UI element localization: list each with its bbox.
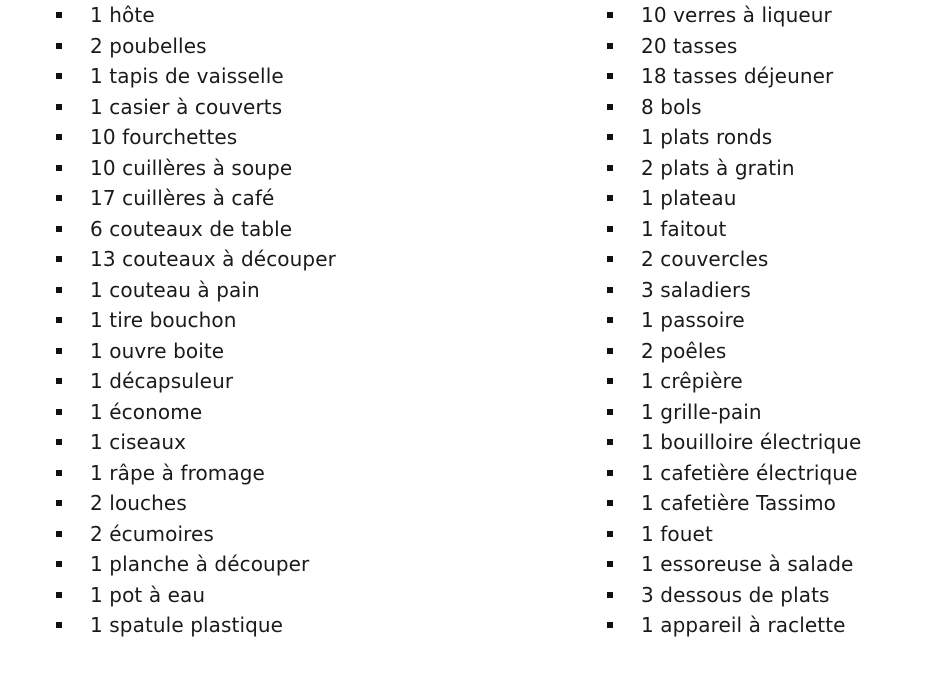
square-bullet-icon	[607, 348, 613, 354]
list-item	[607, 488, 861, 519]
square-bullet-icon	[56, 134, 62, 140]
list-item	[56, 580, 336, 611]
square-bullet-icon	[607, 622, 613, 628]
list-item	[56, 31, 336, 62]
list-item	[607, 31, 861, 62]
square-bullet-icon	[607, 561, 613, 567]
square-bullet-icon	[607, 378, 613, 384]
item-label: 1 bouilloire électrique	[641, 430, 862, 454]
item-label: 13 couteaux à découper	[90, 247, 336, 271]
square-bullet-icon	[56, 104, 62, 110]
list-item	[607, 427, 861, 458]
item-label: 1 cafetière Tassimo	[641, 491, 837, 515]
item-label: 1 essoreuse à salade	[641, 552, 854, 576]
item-label: 1 spatule plastique	[90, 613, 284, 637]
list-item	[607, 183, 861, 214]
item-label: 1 pot à eau	[90, 582, 206, 607]
item-label: 6 couteaux de table	[90, 216, 293, 241]
list-item	[56, 488, 336, 519]
square-bullet-icon	[607, 73, 613, 79]
square-bullet-icon	[56, 409, 62, 415]
list-item	[607, 366, 861, 397]
list-item	[56, 305, 336, 336]
item-label: 1 faitout	[641, 216, 727, 241]
item-label: 1 ouvre boite	[90, 338, 225, 363]
list-item	[56, 519, 336, 550]
square-bullet-icon	[607, 409, 613, 415]
list-item	[607, 92, 861, 123]
square-bullet-icon	[607, 470, 613, 476]
item-label: 1 plats ronds	[641, 125, 773, 149]
square-bullet-icon	[56, 378, 62, 384]
item-label: 1 planche à découper	[90, 552, 310, 576]
list-item	[56, 458, 336, 489]
item-label: 1 tire bouchon	[90, 308, 237, 332]
list-item	[607, 580, 861, 611]
list-item	[56, 183, 336, 214]
list-item	[607, 214, 861, 245]
item-label: 17 cuillères à café	[90, 186, 275, 210]
square-bullet-icon	[607, 226, 613, 232]
list-item	[607, 0, 861, 31]
item-label: 1 tapis de vaisselle	[90, 64, 284, 88]
square-bullet-icon	[607, 195, 613, 201]
square-bullet-icon	[56, 256, 62, 262]
item-label: 1 casier à couverts	[90, 94, 283, 119]
item-label: 20 tasses	[641, 33, 738, 58]
list-item	[56, 275, 336, 306]
square-bullet-icon	[56, 500, 62, 506]
list-item	[56, 336, 336, 367]
item-label: 2 poubelles	[90, 33, 207, 58]
list-item	[56, 92, 336, 123]
list-item	[607, 458, 861, 489]
square-bullet-icon	[56, 561, 62, 567]
square-bullet-icon	[56, 195, 62, 201]
square-bullet-icon	[56, 12, 62, 18]
square-bullet-icon	[56, 439, 62, 445]
item-label: 1 décapsuleur	[90, 369, 234, 393]
square-bullet-icon	[607, 500, 613, 506]
list-item	[56, 0, 336, 31]
list-item	[56, 244, 336, 275]
item-label: 1 ciseaux	[90, 430, 187, 454]
square-bullet-icon	[607, 531, 613, 537]
list-item	[607, 519, 861, 550]
item-label: 10 fourchettes	[90, 125, 238, 149]
item-label: 2 écumoires	[90, 521, 214, 546]
item-label: 3 saladiers	[641, 277, 751, 302]
item-label: 1 plateau	[641, 186, 737, 210]
item-label: 3 dessous de plats	[641, 582, 830, 607]
list-item	[607, 336, 861, 367]
square-bullet-icon	[56, 592, 62, 598]
list-item	[56, 397, 336, 428]
list-item	[607, 122, 861, 153]
list-item	[607, 244, 861, 275]
list-item	[607, 61, 861, 92]
list-item	[607, 153, 861, 184]
square-bullet-icon	[56, 531, 62, 537]
item-label: 10 cuillères à soupe	[90, 155, 293, 180]
square-bullet-icon	[607, 317, 613, 323]
list-item	[56, 61, 336, 92]
square-bullet-icon	[607, 134, 613, 140]
square-bullet-icon	[56, 348, 62, 354]
square-bullet-icon	[56, 470, 62, 476]
item-label: 2 plats à gratin	[641, 155, 795, 180]
square-bullet-icon	[56, 73, 62, 79]
square-bullet-icon	[56, 226, 62, 232]
list-item	[607, 549, 861, 580]
list-item	[607, 397, 861, 428]
list-item	[607, 305, 861, 336]
list-item	[607, 275, 861, 306]
list-item	[56, 366, 336, 397]
item-label: 1 crêpière	[641, 369, 743, 393]
square-bullet-icon	[56, 317, 62, 323]
item-label: 1 cafetière électrique	[641, 460, 858, 485]
item-label: 1 râpe à fromage	[90, 460, 265, 485]
item-label: 2 poêles	[641, 338, 727, 363]
list-item	[56, 427, 336, 458]
square-bullet-icon	[56, 165, 62, 171]
square-bullet-icon	[607, 165, 613, 171]
square-bullet-icon	[607, 256, 613, 262]
square-bullet-icon	[607, 43, 613, 49]
item-label: 1 fouet	[641, 521, 713, 546]
item-label: 10 verres à liqueur	[641, 3, 832, 27]
item-label: 1 hôte	[90, 3, 155, 27]
item-label: 2 louches	[90, 491, 187, 515]
square-bullet-icon	[607, 104, 613, 110]
square-bullet-icon	[607, 287, 613, 293]
square-bullet-icon	[56, 43, 62, 49]
inventory-list-left	[56, 0, 336, 641]
item-label: 2 couvercles	[641, 247, 769, 271]
list-item	[56, 122, 336, 153]
item-label: 1 grille-pain	[641, 399, 762, 424]
square-bullet-icon	[607, 592, 613, 598]
item-label: 1 appareil à raclette	[641, 613, 846, 637]
item-label: 1 économe	[90, 399, 203, 424]
square-bullet-icon	[56, 622, 62, 628]
item-label: 8 bols	[641, 94, 702, 119]
inventory-list-right	[607, 0, 861, 641]
list-item	[607, 610, 861, 641]
list-item	[56, 214, 336, 245]
square-bullet-icon	[607, 439, 613, 445]
item-label: 1 couteau à pain	[90, 277, 260, 302]
item-label: 18 tasses déjeuner	[641, 64, 834, 88]
square-bullet-icon	[56, 287, 62, 293]
list-item	[56, 153, 336, 184]
item-label: 1 passoire	[641, 308, 745, 332]
square-bullet-icon	[607, 12, 613, 18]
list-item	[56, 549, 336, 580]
list-item	[56, 610, 336, 641]
